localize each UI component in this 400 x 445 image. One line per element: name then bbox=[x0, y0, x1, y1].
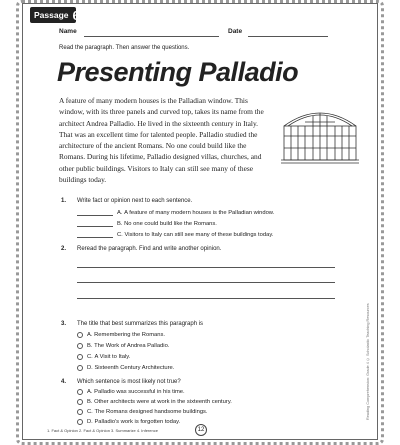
passage-number: 6 bbox=[72, 7, 80, 23]
q4-option-c[interactable]: C. The Romans designed handsome buildings. bbox=[77, 409, 208, 415]
q4-option-d[interactable]: D. Palladio's work is forgotten today. bbox=[77, 419, 180, 425]
q3-option-d[interactable]: D. Sixteenth Century Architecture. bbox=[77, 365, 174, 371]
passage-label: Passage bbox=[34, 10, 69, 20]
q2-answer-line-2[interactable] bbox=[77, 282, 335, 283]
name-field[interactable] bbox=[84, 36, 219, 37]
question-2: 2. bbox=[61, 246, 67, 252]
reading-paragraph: A feature of many modern houses is the Palladian window. This window, with its three panels and curved top, takes its name from the architect Andrea Palladio. He lived in the sixteenth century in Italy. That was an excellent time for talented people. Palladio studied the architecture of the ancient Romans. No one could build like the Romans. During his lifetime, Palladio designed villas, churches, and other public buildings. Visitors to Italy can still see many of these buildings today. bbox=[59, 96, 264, 185]
q1-option-b: B. No one could build like the Romans. bbox=[77, 221, 217, 227]
question-4-text: Which sentence is most likely not true? bbox=[77, 379, 181, 385]
page-number: 12 bbox=[195, 424, 207, 436]
q1-option-a: A. A feature of many modern houses is the Palladian window. bbox=[77, 210, 274, 216]
q3-option-c[interactable]: C. A Visit to Italy. bbox=[77, 354, 130, 360]
passage-badge bbox=[30, 7, 80, 23]
q1-answer-blank-c[interactable] bbox=[77, 232, 113, 238]
question-4: 4. bbox=[61, 379, 67, 385]
question-3: 3. bbox=[61, 321, 67, 327]
question-3-text: The title that best summarizes this paragraph is bbox=[77, 321, 204, 327]
date-label: Date bbox=[228, 28, 243, 35]
q1-answer-blank-b[interactable] bbox=[77, 221, 113, 227]
name-label: Name bbox=[59, 28, 77, 35]
date-field[interactable] bbox=[248, 36, 328, 37]
radio-circle-icon[interactable] bbox=[77, 419, 83, 425]
side-credit: Reading Comprehension: Grade 4 © Scholastic Teaching Resources bbox=[366, 303, 370, 420]
q1-answer-blank-a[interactable] bbox=[77, 210, 113, 216]
radio-circle-icon[interactable] bbox=[77, 389, 83, 395]
q2-answer-line-1[interactable] bbox=[77, 267, 335, 268]
radio-circle-icon[interactable] bbox=[77, 365, 83, 371]
radio-circle-icon[interactable] bbox=[77, 399, 83, 405]
q1-option-c: C. Visitors to Italy can still see many of these buildings today. bbox=[77, 232, 273, 238]
q2-answer-line-3[interactable] bbox=[77, 298, 335, 299]
skills-footer: 1. Fact & Opinion 2. Fact & Opinion 3. Summarize 4. Inference bbox=[47, 428, 158, 433]
q4-option-b[interactable]: B. Other architects were at work in the sixteenth century. bbox=[77, 399, 232, 405]
page-title: Presenting Palladio bbox=[57, 57, 299, 87]
radio-circle-icon[interactable] bbox=[77, 343, 83, 349]
question-1: 1. bbox=[61, 198, 67, 204]
q3-option-b[interactable]: B. The Work of Andrea Palladio. bbox=[77, 343, 169, 349]
palladian-building-illustration bbox=[278, 96, 362, 168]
radio-circle-icon[interactable] bbox=[77, 332, 83, 338]
q4-option-a[interactable]: A. Palladio was successful in his time. bbox=[77, 389, 185, 395]
instructions: Read the paragraph. Then answer the questions. bbox=[59, 45, 190, 51]
question-1-text: Write fact or opinion next to each sentence. bbox=[77, 198, 193, 204]
question-2-text: Reread the paragraph. Find and write another opinion. bbox=[77, 246, 222, 252]
q3-option-a[interactable]: A. Remembering the Romans. bbox=[77, 332, 165, 338]
radio-circle-icon[interactable] bbox=[77, 409, 83, 415]
radio-circle-icon[interactable] bbox=[77, 354, 83, 360]
